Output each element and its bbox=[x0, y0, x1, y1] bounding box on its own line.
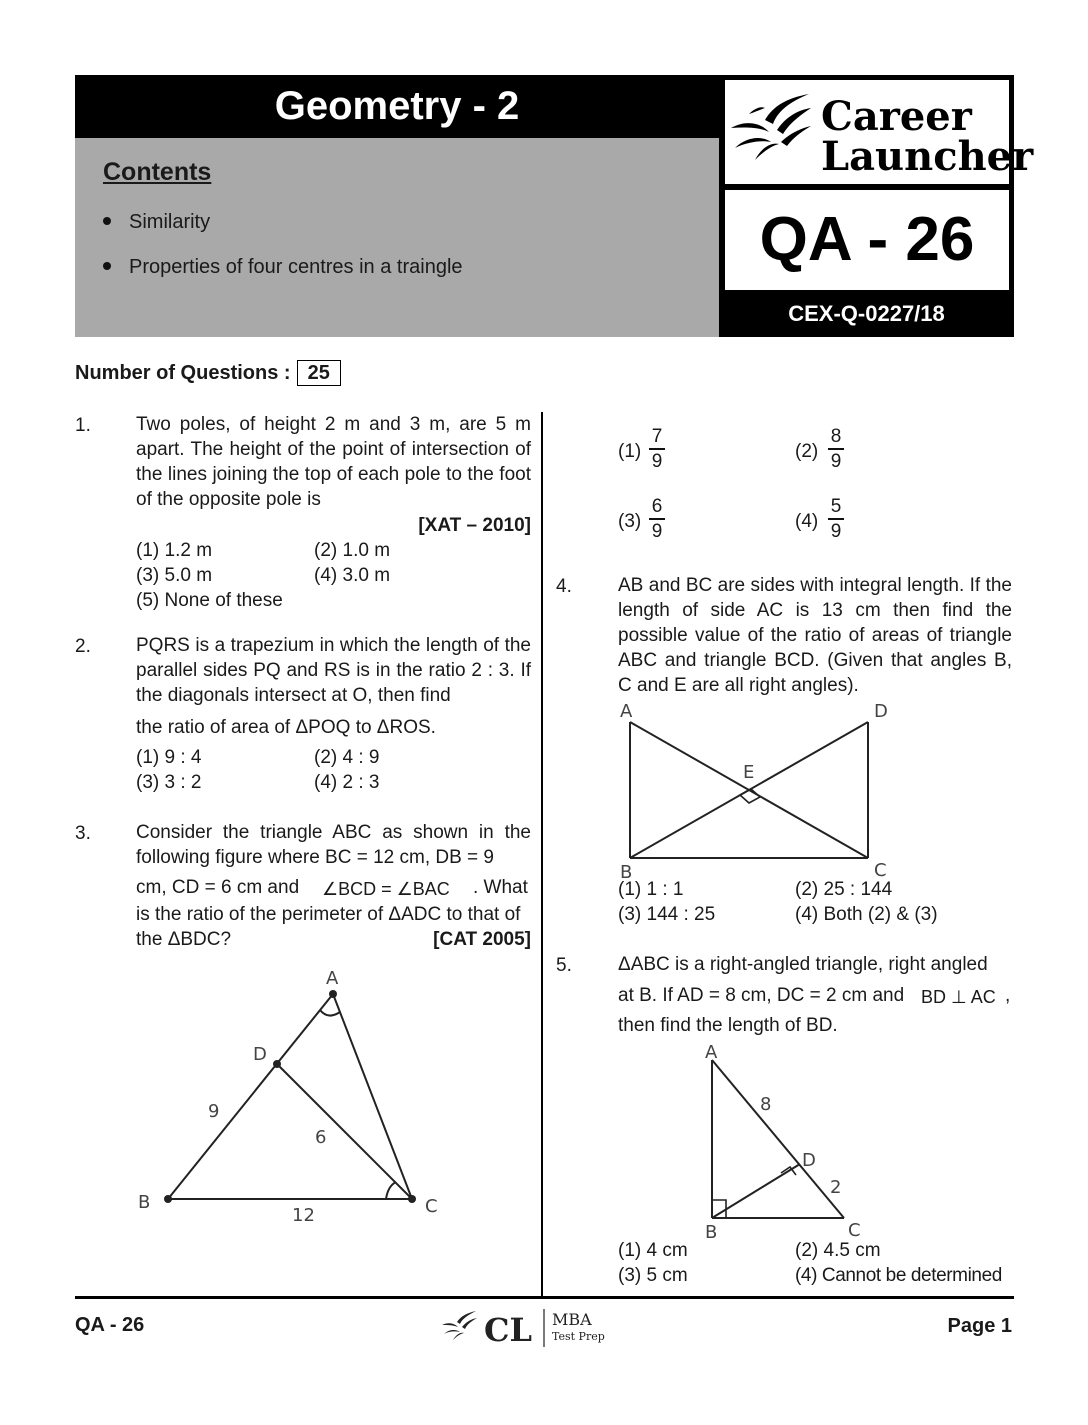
question-text: AB and BC are sides with integral length. If the length of side AC is 13 cm then find the possible value of the ratio of areas of triangle ABC and triangle BCD. (Given that angles B, C and E are all right angles). bbox=[618, 575, 1012, 696]
page-title: Geometry - 2 bbox=[75, 75, 719, 138]
swirl-logo-icon bbox=[731, 94, 811, 160]
question-number: 1. bbox=[75, 415, 91, 436]
question-number: 5. bbox=[556, 955, 572, 976]
footer-logo-mba: MBA bbox=[552, 1310, 592, 1329]
side-length-label: 12 bbox=[292, 1205, 315, 1226]
column-divider bbox=[541, 412, 543, 1297]
question-text: at B. If AD = 8 cm, DC = 2 cm and bbox=[618, 985, 905, 1006]
vertex-label: B bbox=[620, 862, 633, 883]
contents-item: Properties of four centres in a traingle bbox=[103, 256, 463, 279]
angle-equation: ∠BCD = ∠BAC bbox=[322, 879, 450, 899]
option: (2) 4.5 cm bbox=[795, 1240, 881, 1261]
vertex-label: D bbox=[874, 701, 888, 722]
question-text: Consider the triangle ABC as shown in the following figure where BC = 12 cm, DB = 9 bbox=[136, 822, 531, 868]
side-length-label: 9 bbox=[208, 1101, 220, 1122]
footer-logo bbox=[440, 1305, 620, 1350]
footer-logo-testprep: Test Prep bbox=[552, 1330, 605, 1343]
option: (4) 3.0 m bbox=[314, 565, 391, 586]
swirl-logo-icon bbox=[442, 1311, 477, 1340]
option-label: (4) bbox=[795, 511, 819, 532]
question-count: 25 bbox=[297, 360, 341, 386]
option-fraction: 5 9 bbox=[828, 496, 844, 544]
footer-logo-cl: CL bbox=[484, 1311, 532, 1349]
question-source: [CAT 2005] bbox=[433, 929, 531, 950]
option: (4) Cannot be determined bbox=[795, 1265, 1002, 1286]
option-label: (1) bbox=[618, 441, 642, 462]
vertex-label: E bbox=[743, 762, 755, 783]
brand-line-1: Career bbox=[821, 93, 972, 140]
question-text: Two poles, of height 2 m and 3 m, are 5 m apart. The height of the point of intersection of the lines joining the top of each pole to the foot of the opposite pole is bbox=[136, 414, 531, 510]
option: (3) 144 : 25 bbox=[618, 904, 716, 925]
right-triangle-figure-q5 bbox=[690, 1040, 890, 1244]
side-length-label: 6 bbox=[315, 1127, 327, 1148]
vertex-label: C bbox=[874, 860, 887, 881]
brand-line-2: Launcher bbox=[821, 133, 1034, 180]
vertex-label: B bbox=[138, 1192, 151, 1213]
question-text: cm, CD = 6 cm and bbox=[136, 877, 300, 898]
brand-logo bbox=[725, 80, 1034, 184]
option: (5) None of these bbox=[136, 590, 283, 611]
option: (1) 9 : 4 bbox=[136, 747, 202, 768]
triangle-figure-q3 bbox=[130, 960, 450, 1230]
question-text: the ΔBDC? bbox=[136, 929, 232, 950]
option: (4) Both (2) & (3) bbox=[795, 904, 938, 925]
rectangle-figure-q4 bbox=[610, 696, 910, 882]
question-text: . What bbox=[473, 877, 528, 898]
option-fraction: 6 9 bbox=[649, 496, 665, 544]
vertex-label: C bbox=[425, 1196, 438, 1217]
question-text: , bbox=[1005, 985, 1011, 1006]
question-text: is the ratio of the perimeter of ΔADC to that of bbox=[136, 904, 521, 925]
option: (2) 25 : 144 bbox=[795, 879, 893, 900]
option: (2) 4 : 9 bbox=[314, 747, 380, 768]
option-label: (3) bbox=[618, 511, 642, 532]
vertex-label: A bbox=[326, 968, 339, 989]
qa-code: QA - 26 bbox=[725, 190, 1009, 290]
number-of-questions: Number of Questions : 25 bbox=[75, 360, 341, 386]
option: (1) 1.2 m bbox=[136, 540, 213, 561]
option: (2) 1.0 m bbox=[314, 540, 391, 561]
footer-qa-code: QA - 26 bbox=[75, 1314, 145, 1336]
option: (3) 5.0 m bbox=[136, 565, 213, 586]
option: (1) 4 cm bbox=[618, 1240, 688, 1261]
option: (1) 1 : 1 bbox=[618, 879, 684, 900]
question-number: 4. bbox=[556, 576, 572, 597]
option: (3) 5 cm bbox=[618, 1265, 688, 1286]
option: (4) 2 : 3 bbox=[314, 772, 380, 793]
vertex-label: D bbox=[802, 1150, 816, 1171]
option-fraction: 8 9 bbox=[828, 426, 844, 474]
option-label: (2) bbox=[795, 441, 819, 462]
question-text: the ratio of area of ΔPOQ to ΔROS. bbox=[136, 717, 436, 738]
bullet-icon bbox=[103, 217, 111, 225]
page-number: Page 1 bbox=[947, 1315, 1012, 1337]
bullet-icon bbox=[103, 262, 111, 270]
question-text: then find the length of BD. bbox=[618, 1015, 838, 1036]
doc-code: CEX-Q-0227/18 bbox=[788, 301, 945, 326]
vertex-label: C bbox=[848, 1220, 861, 1241]
vertex-label: A bbox=[620, 701, 633, 722]
question-text: PQRS is a trapezium in which the length of the parallel sides PQ and RS is in the ratio 2 : 3. If the diagonals intersect at O, then find bbox=[136, 635, 531, 706]
question-text: ΔABC is a right-angled triangle, right angled bbox=[618, 954, 988, 975]
option: (3) 3 : 2 bbox=[136, 772, 202, 793]
option-fraction: 7 9 bbox=[649, 426, 665, 474]
contents-heading: Contents bbox=[103, 158, 212, 186]
question-number: 3. bbox=[75, 823, 91, 844]
vertex-label: D bbox=[253, 1044, 267, 1065]
contents-item: Similarity bbox=[103, 211, 210, 234]
question-number: 2. bbox=[75, 636, 91, 657]
side-length-label: 2 bbox=[830, 1177, 842, 1198]
side-length-label: 8 bbox=[760, 1094, 772, 1115]
perpendicular-statement: BD ⊥ AC bbox=[921, 987, 996, 1007]
footer-rule bbox=[75, 1296, 1014, 1299]
vertex-label: B bbox=[705, 1222, 718, 1243]
question-source: [XAT – 2010] bbox=[418, 515, 531, 536]
vertex-label: A bbox=[705, 1042, 718, 1063]
